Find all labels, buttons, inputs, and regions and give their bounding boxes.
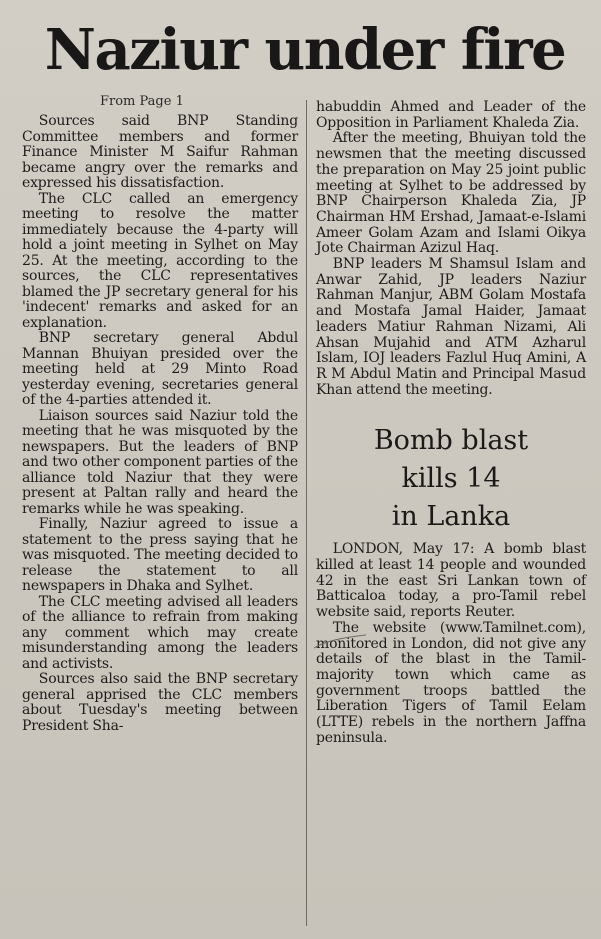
second-story-headline: [316, 422, 586, 536]
article-paragraph: After the meeting, Bhuiyan told the newsmen that the meeting discussed the preparation on May 25 joint public meeting at Sylhet to be addressed by BNP Chairperson Khaleda Zia, JP Chairman HM Ershad, Jamaat-e-Islami Ameer Golam Azam and Islami Oikya Jote Chairman Azizul Haq.: [316, 130, 586, 257]
second-story-paragraph: LONDON, May 17: A bomb blast killed at least 14 people and wounded 42 in the east Sri Lankan town of Batticaloa today, a pro-Tamil rebel website said, reports Reuter.: [316, 541, 586, 621]
second-story-headline-line: in Lanka: [391, 501, 511, 533]
left-column: [22, 93, 298, 734]
article-paragraph: Sources said BNP Standing Committee members and former Finance Minister M Saifur Rahman became angry over the remarks and expressed his dissatisfaction.: [22, 113, 298, 191]
article-paragraph: Finally, Naziur agreed to issue a statement to the press saying that he was misquoted. The meeting decided to release the statement to all newspapers in Dhaka and Sylhet.: [22, 516, 298, 594]
article-paragraph: Liaison sources said Naziur told the meeting that he was misquoted by the newspapers. But the leaders of BNP and two other component parties of the alliance told Naziur that they were present at Paltan rally and heard the remarks while he was speaking.: [22, 407, 298, 517]
pencil-mark-icon: [310, 632, 370, 652]
story-separator: [316, 398, 586, 422]
article-paragraph: BNP leaders M Shamsul Islam and Anwar Zahid, JP leaders Naziur Rahman Manjur, ABM Golam Mostafa and Mostafa Jamal Haider, Jamaat leaders Matiur Rahman Nizami, Ali Ahsan Mujahid and ATM Azharul Islam, IOJ leaders Fazlul Huq Amini, A R M Abdul Matin and Principal Masud Khan attend the meeting.: [316, 256, 586, 398]
second-story-headline-line: kills 14: [401, 463, 501, 495]
article-paragraph: The CLC meeting advised all leaders of the alliance to refrain from making any comment which may create misunderstanding among the leaders and activists.: [22, 593, 298, 672]
article-paragraph: habuddin Ahmed and Leader of the Opposition in Parliament Khaleda Zia.: [316, 99, 586, 131]
second-story-headline-line: Bomb blast: [373, 425, 529, 457]
headline: Naziur under fire: [44, 17, 566, 83]
continuation-dateline: From Page 1: [100, 94, 184, 109]
article-paragraph: BNP secretary general Abdul Mannan Bhuiyan presided over the meeting held at 29 Minto Road yesterday evening, secretaries general of the 4-parties attended it.: [22, 330, 298, 408]
article-paragraph: The CLC called an emergency meeting to resolve the matter immediately because the 4-party will hold a joint meeting in Sylhet on May 25. At the meeting, according to the sources, the CLC representatives blamed the JP secretary general for his 'indecent' remarks and asked for an explanation.: [22, 190, 298, 331]
column-divider: [306, 100, 307, 926]
second-story-paragraph: The website (www.Tamilnet.com), monitored in London, did not give any details of the blast in the Tamil-majority town which came as government troops battled the Liberation Tigers of Tamil Eelam (LTTE) rebels in the northern Jaffna peninsula.: [316, 619, 586, 746]
article-paragraph: Sources also said the BNP secretary general apprised the CLC members about Tuesday's meeting between President Sha-: [22, 671, 298, 734]
